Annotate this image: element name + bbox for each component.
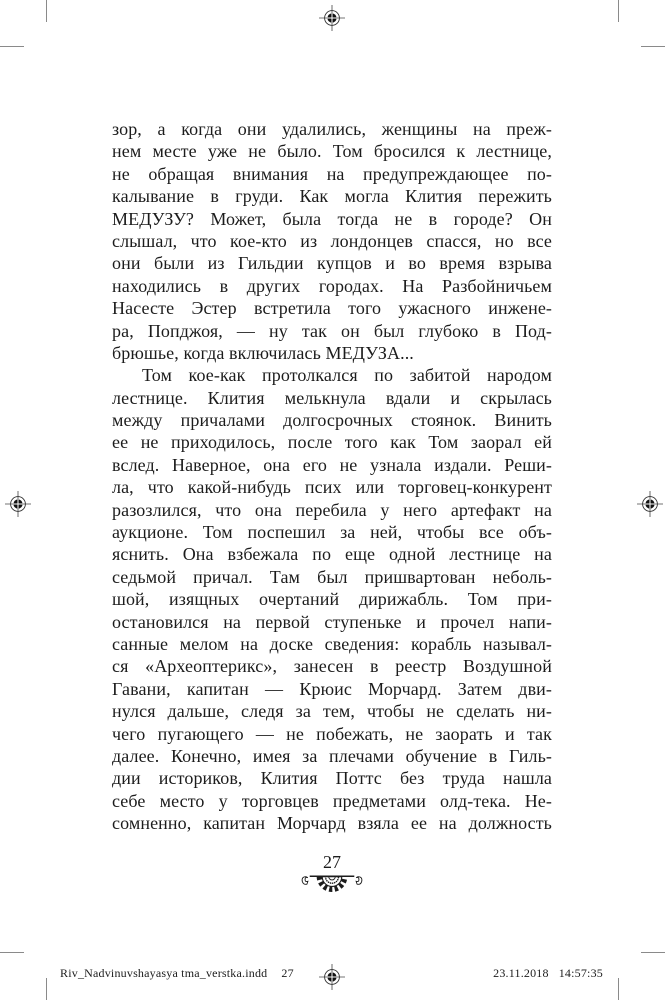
crop-mark-top-right-vertical (618, 0, 619, 22)
text-line: Том кое-как протолкался по забитой народом (142, 365, 552, 386)
text-line: находились в других городах. На Разбойничьем (112, 275, 552, 296)
slug-filename (60, 966, 294, 981)
slug-time: 14:57:35 (558, 966, 603, 980)
text-line: ее не приходилось, после того как Том заорал ей (112, 432, 552, 453)
text-line: лестнице. Клития мелькнула вдали и скрылась (112, 387, 552, 408)
registration-mark-icon (319, 964, 345, 990)
text-line: разозлился, что она перебила у него артефакт на (112, 499, 552, 520)
text-line: нулся дальше, следя за тем, чтобы не сделать ни- (112, 701, 552, 722)
slug-datetime (493, 966, 603, 981)
crop-mark-top-left-horizontal (0, 46, 24, 47)
text-line: себе место у торговцев предметами олд-тека. Не- (112, 790, 552, 811)
text-line: яснить. Она взбежала по еще одной лестнице на (112, 544, 552, 565)
slug-filename-text: Riv_Nadvinuvshayasya tma_verstka.indd (60, 966, 268, 980)
text-line: не обращая внимания на предупреждающее по- (112, 163, 552, 184)
text-line: Насесте Эстер встретила того ужасного инжене- (112, 298, 552, 319)
text-line: ся «Археоптерикс», занесен в реестр Воздушной (112, 656, 552, 677)
crop-mark-bottom-left-horizontal (0, 952, 24, 953)
text-line: ла, что какой-нибудь псих или торговец-конкурент (112, 477, 552, 498)
text-line: ра, Попджоя, — ну так он был глубоко в Под- (112, 320, 552, 341)
slug-page-ref: 27 (281, 966, 294, 980)
crop-mark-top-right-horizontal (641, 46, 665, 47)
text-line: далее. Конечно, имея за плечами обучение в Гиль- (112, 745, 552, 766)
crop-mark-bottom-right-horizontal (641, 952, 665, 953)
text-line: зор, а когда они удалились, женщины на преж- (112, 119, 552, 139)
crop-mark-bottom-right-vertical (618, 978, 619, 1000)
text-line: санные мелом на доске сведения: корабль называл- (112, 633, 552, 654)
registration-mark-icon (637, 491, 663, 517)
text-line: остановился на первой ступеньке и прочел напи- (112, 611, 552, 632)
text-line: шой, изящных очертаний дирижабль. Том при- (112, 589, 552, 610)
page-number: 27 (323, 852, 341, 872)
text-line: между причалами долгосрочных стоянок. Винить (112, 410, 552, 431)
registration-mark-icon (5, 491, 31, 517)
gear-ornament-icon (296, 873, 368, 899)
text-line: седьмой причал. Там был пришвартован неболь- (112, 566, 552, 587)
text-line: чего пугающего — не побежать, не заорать и так (112, 723, 552, 744)
slug-date: 23.11.2018 (493, 966, 549, 980)
registration-mark-icon (319, 5, 345, 31)
text-line: аукционе. Том поспешил за ней, чтобы все объ- (112, 522, 552, 543)
crop-mark-bottom-left-vertical (46, 978, 47, 1000)
text-line: они были из Гильдии купцов и во время взрыва (112, 253, 552, 274)
crop-mark-top-left-vertical (46, 0, 47, 22)
text-line: брюшье, когда включилась МЕДУЗА... (112, 342, 414, 363)
text-line: МЕДУЗУ? Может, была тогда не в городе? Он (112, 208, 552, 229)
text-line: дии историков, Клития Поттс без труда нашла (112, 768, 552, 789)
body-text-block (112, 118, 552, 835)
text-line: Гавани, капитан — Крюис Морчард. Затем дви- (112, 678, 552, 699)
text-line: калывание в груди. Как могла Клития пережить (112, 186, 552, 207)
text-line: слышал, что кое-кто из лондонцев спасся, но все (112, 230, 552, 251)
text-line: вслед. Наверное, она его не узнала издали. Реши- (112, 454, 552, 475)
text-line: нем месте уже не было. Том бросился к лестнице, (112, 141, 552, 162)
text-line: сомненно, капитан Морчард взяла ее на должность (112, 813, 552, 834)
